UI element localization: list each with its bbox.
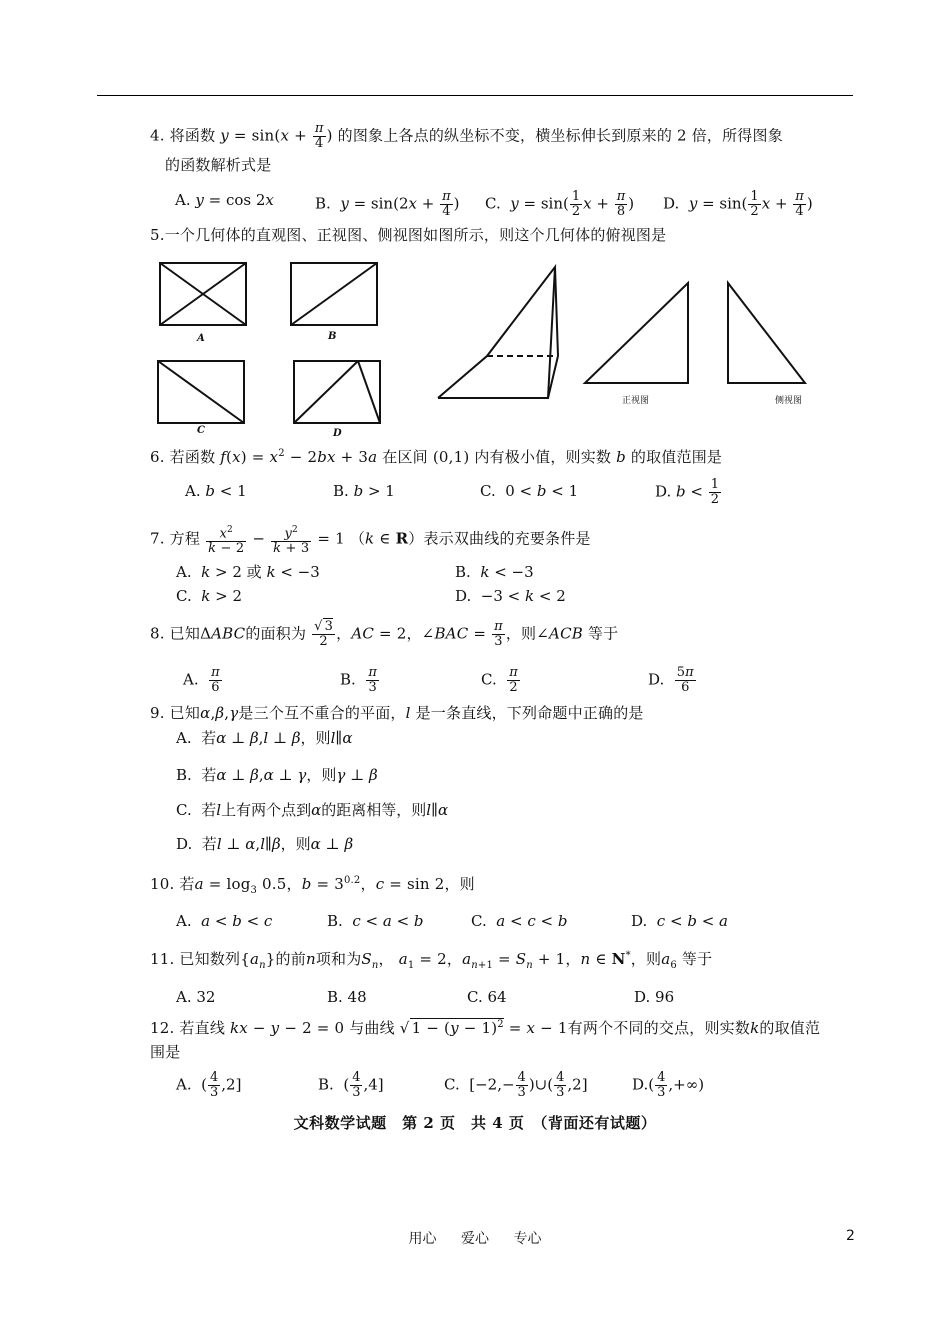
front-view-label: 正视图 [622, 396, 650, 406]
q8-option-a: A. $\frac{\pi}{6}$ [183, 665, 220, 695]
q7-option-d: D. −3 < k < 2 [455, 587, 566, 605]
page-number: 2 [846, 1228, 855, 1244]
q9-stem: 9. 已知α,β,γ是三个互不重合的平面，l 是一条直线，下列命题中正确的是 [150, 704, 644, 722]
q6-option-c: C. 0 < b < 1 [480, 482, 579, 500]
header-rule [97, 95, 853, 96]
q6-option-d: D. b < $\frac{1}{2}$ [655, 477, 720, 507]
q8-option-d: D. $\frac{5\pi}{6}$ [648, 665, 694, 695]
figure-d-rect [294, 361, 380, 423]
slogan-footer: 用心 爱心 专心 [408, 1231, 542, 1247]
exam-footer: 文科数学试题 第 2 页 共 4 页 （背面还有试题） [293, 1114, 657, 1132]
q4-option-c: C. y = sin( $\frac{1}{2}$ x + $\frac{\pi}{8}$ ) [485, 189, 635, 219]
q11-option-a: A. 32 [176, 988, 216, 1006]
q11-stem: 11. 已知数列$\{a_n\}$的前n项和为$S_n$， $a_1 = 2$，$a_{n+1} = S_n + 1$，n ∈ N*，则$a_6$ 等于 [150, 950, 713, 971]
q7-option-b: B. k < −3 [455, 563, 534, 581]
q10-stem: 10. 若$a = \log_3 0.5$，$b = 3^{0.2}$，c = sin 2，则 [150, 875, 475, 896]
q6-option-b: B. b > 1 [333, 482, 395, 500]
q4-stem: 4. 将函数 y = sin(x + $\frac{\pi}{4}$ ) 的图象上各点的纵坐标不变，横坐标伸长到原来的 2 倍，所得图象 [150, 121, 783, 151]
q12-option-c: C. [−2,− $\frac{4}{3}$ )∪( $\frac{4}{3}$ ,2] [444, 1070, 588, 1100]
q11-option-c: C. 64 [467, 988, 507, 1006]
q6-stem: 6. 若函数 $f(x) = x^2 - 2bx + 3a$ 在区间 (0,1) 内有极小值，则实数 b 的取值范围是 [150, 448, 723, 466]
q5-stem: 5.一个几何体的直观图、正视图、侧视图如图所示，则这个几何体的俯视图是 [150, 226, 667, 244]
figure-b-label: B [328, 331, 337, 342]
q10-option-a: A. a < b < c [176, 912, 273, 930]
q9-option-b: B. 若α ⊥ β,α ⊥ γ，则γ ⊥ β [176, 766, 378, 784]
figure-d-label: D [333, 428, 342, 439]
q10-option-d: D. c < b < a [631, 912, 728, 930]
q12-option-d: D.( $\frac{4}{3}$ ,+∞) [632, 1070, 705, 1100]
q10-option-b: B. c < a < b [327, 912, 424, 930]
q12-option-a: A. ( $\frac{4}{3}$ ,2] [176, 1070, 242, 1100]
q4-stem-cont: 的函数解析式是 [165, 156, 272, 174]
q12-option-b: B. ( $\frac{4}{3}$ ,4] [318, 1070, 384, 1100]
figure-a-label: A [197, 333, 205, 344]
q8-option-c: C. $\frac{\pi}{2}$ [481, 665, 518, 695]
q11-option-d: D. 96 [634, 988, 675, 1006]
figure-c-label: C [197, 425, 205, 436]
side-view-label: 侧视图 [775, 396, 803, 406]
q12-stem: 12. 若直线 kx − y − 2 = 0 与曲线 √ $1 - (y - 1)^2 = x - 1$有两个不同的交点，则实数k的取值范 [150, 1019, 821, 1037]
q12-stem-cont: 围是 [150, 1043, 181, 1061]
q7-option-c: C. k > 2 [176, 587, 242, 605]
q9-option-c: C. 若l上有两个点到α的距离相等，则l∥α [176, 801, 449, 819]
q6-option-a: A. b < 1 [185, 482, 247, 500]
q10-option-c: C. a < c < b [471, 912, 568, 930]
q9-option-d: D. 若l ⊥ α,l∥β，则α ⊥ β [176, 835, 354, 853]
q8-stem: 8. 已知ΔABC的面积为 $\frac{√ 3}{2}$ ，AC = 2，∠BAC = $\frac{\pi}{3}$ ，则∠ACB 等于 [150, 619, 619, 649]
q5-figures [150, 255, 820, 445]
q7-stem: 7. 方程 $\frac{x^2}{k - 2}$ − $\frac{y^2}{k + 3}$ = 1 （k ∈ R）表示双曲线的充要条件是 [150, 525, 591, 557]
q7-option-a: A. k > 2 或 k < −3 [176, 563, 320, 581]
q4-option-a: A. y = cos 2x [175, 191, 274, 209]
q8-option-b: B. $\frac{\pi}{3}$ [340, 665, 377, 695]
q11-option-b: B. 48 [327, 988, 367, 1006]
q4-option-b: B. y = sin(2x + $\frac{\pi}{4}$ ) [315, 189, 460, 219]
q9-option-a: A. 若α ⊥ β,l ⊥ β，则l∥α [176, 729, 353, 747]
q4-option-d: D. y = sin( $\frac{1}{2}$ x + $\frac{\pi}{4}$ ) [663, 189, 813, 219]
